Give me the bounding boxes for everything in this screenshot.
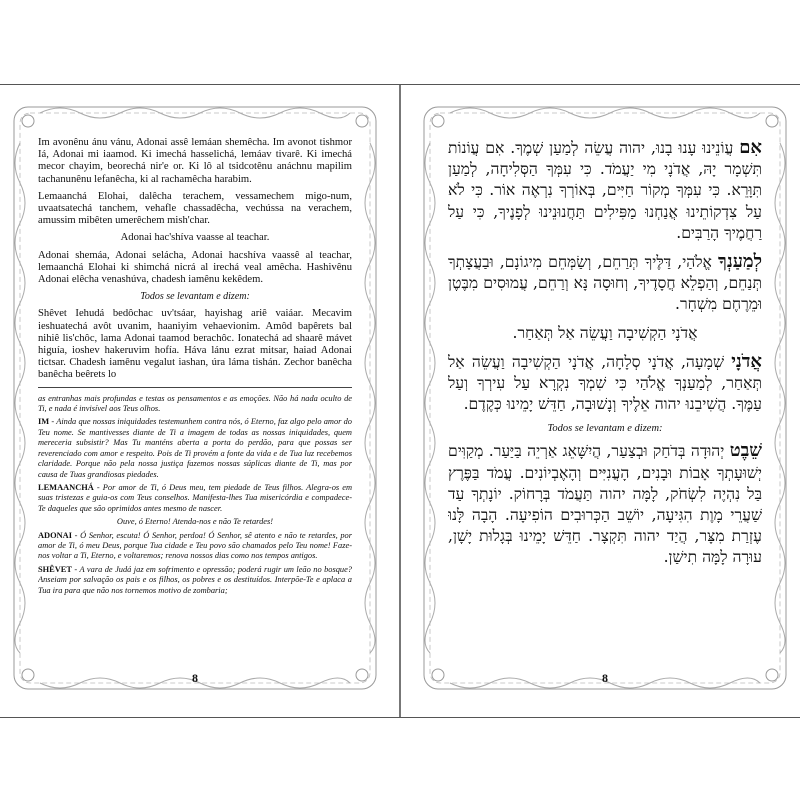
- translation-label: ADONAI: [38, 530, 72, 540]
- transliteration-paragraph: Shêvet Iehudá bedôchac uv'tsáar, hayishag ariê vaiáar. Mecavim ieshuatechá avôt uvanim, haaniyim vehaevionim. Amôd bapêrets bal nihiê lis'chôc, lama Adonai taamod berachôc. Ionatechá ad shaarê mávet higuía, ioshev hakeruvim hofía. Háva lánu ezrat mitsar, haiad Adonai tictsar. Chadesh iamênu vegalut iashan, úra láma tishán. Zechor banêcha banêcha beêrets lo: [38, 308, 352, 381]
- hebrew-center-line: אֲדֹנָי הַקְשִׁיבָה וַעֲשֵׂה אַל תְּאַחַר.: [512, 323, 698, 342]
- hebrew-paragraph: [448, 440, 762, 568]
- standing-instruction: Todos se levantam e dizem:: [140, 291, 250, 303]
- hebrew-text: יְהוּדָה בְּדֹחַק וּבְצַעַר, הֲיִשָּׁאֵג אַרְיֵה בַּיַּעַר. מְקַוִּים יְשׁוּעָתְךָ אָבוֹת וּבָנִים, הָעֲנִיִּים וְהָאֶבְיוֹנִים. עֲמֹד בַּפֶּרֶץ בַּל נִהְיֶה לִשְׂחֹק, לָמָּה יהוה תַּעֲמֹד בְּרָחוֹק. יוֹנָתְךָ עַד שַׁעֲרֵי מָוֶת הִגִּיעָה, יוֹשֵׁב הַכְּרוּבִים הוֹפִיעָה. הָבָה לָּנוּ עֶזְרַת מִצָּר, הֲיַד יהוה תִּקְצָר. חַדֵּשׁ יָמֵינוּ בְּגָלוּת יָשָׁן, עוּרָה לָמָּה תִישַׁן.: [448, 442, 762, 567]
- translation-text: - A vara de Judá jaz em sofrimento e opressão; poderá rugir um leão no bosque? Anseiam por salvação os pais e os filhos, os pobres e os destituídos. Interpõe-Te e aplaca a Tua ira para que não nos tornemos motivo de zombaria;: [38, 564, 352, 595]
- translation-label: IM: [38, 417, 50, 427]
- translation-text: - Ainda que nossas iniquidades testemunhem contra nós, ó Eterno, faz algo pelo amor do Teu nome. Se mantivesses diante de Ti a imagem de todas as nossas iniquidades, quem mereceria subsistir? Mas Tu manténs aberta a porta do perdão, para que possas ser reverenciado com amor e respeito. Pois de Ti provém a fonte da vida e de Tua luz recebemos claridade. Porque não pela nossa justiça fazemos nossas súplicas diante de Ti, mas por causa de Tuas grandiosas piedades.: [38, 417, 352, 479]
- book-spread: [0, 84, 800, 718]
- page-number: 8: [192, 671, 198, 685]
- translation-center-line: Ouve, ó Eterno! Atenda-nos e não Te retardes!: [116, 517, 274, 527]
- translation-paragraph: [38, 531, 352, 562]
- page-number: 8: [602, 671, 608, 685]
- hebrew-paragraph: [448, 251, 762, 316]
- transliteration-paragraph: Lemaanchá Elohai, dalêcha terachem, vessamechem migo-num, uvaatsatechá tanchem, vehafle chassadêcha, vechússa na verachem, amussim mibêten umerêchem mish'char.: [38, 190, 352, 227]
- left-page: [10, 103, 380, 693]
- translation-text: - Ó Senhor, escuta! Ó Senhor, perdoa! Ó Senhor, sê atento e não te retardes, por amor de Ti, ó meu Deus, porque Tua cidade e Teu povo são chamados pelo Teu nome! Faze-nos voltar a Ti, Eterno, e voltaremos; renova nossos dias como nos tempos antigos.: [38, 530, 352, 561]
- translation-text: - Por amor de Ti, ó Deus meu, tem piedade de Teus filhos. Alegra-os em suas tristezas e guia-os com Teus conselhos. Manifesta-lhes Tua misericórdia e compadece-Te daqueles que são oprimidos antes mesmo de nascer.: [38, 482, 352, 513]
- transliteration-paragraph: Im avonênu ánu vánu, Adonai assê lemáan shemêcha. Im avonot tishmor Iá, Adonai mi iaamod. Ki imechá hasselichá, lemáav tivarê. Ki imechá mecor chayim, beorechá nir'e or. Ki lô al tsidcotênu anáchnu mapilim tachanunênu lefanêcha, ki al rachamêcha harabim.: [38, 137, 352, 185]
- right-page: [420, 103, 790, 693]
- translation-paragraph: [38, 417, 352, 479]
- hebrew-lead-word: אֲדֹנָי: [731, 350, 762, 372]
- left-page-content: [38, 137, 352, 647]
- portuguese-translation: [38, 394, 352, 596]
- hebrew-lead-word: לְמַעַנְךָ: [718, 251, 762, 273]
- transliteration-paragraph: Adonai shemáa, Adonai selácha, Adonai hacshíva vaassê al teachar, lemaanchá Elohai ki shimchá nicrá al irechá veal amêcha. Hashivênu Adonai elêcha venashúva, chadesh iamênu kekêdem.: [38, 249, 352, 286]
- book-gutter: [399, 85, 401, 717]
- standing-instruction: Todos se levantam e dizem:: [547, 423, 663, 435]
- translation-paragraph: as entranhas mais profundas e testas os pensamentos e as emoções. Não há nada oculto de Ti, e nada é invisível aos Teus olhos.: [38, 393, 352, 414]
- hebrew-text: אֱלֹהַי, דַּלֶּיךָ תְּרַחֵם, וְשַׂמְּחֵם מִיגוֹנָם, וּבַעֲצָתְךָ תְּנַחֵם, וְהַפְלֵא חֲסָדֶיךָ, וְחוּסָה נָּא וְרַחֵם, עֲמוּסִים מִבֶּטֶן וּמֵרֶחֶם מִשְׁחָר.: [448, 253, 762, 314]
- section-divider: [38, 387, 352, 388]
- hebrew-lead-word: שֵׁבֶט: [729, 440, 762, 462]
- right-page-content: [448, 137, 762, 647]
- translation-paragraph: [38, 565, 352, 596]
- hebrew-text: שְׁמָעָה, אֲדֹנָי סְלָחָה, אֲדֹנָי הַקְשִׁיבָה וַעֲשֵׂה אַל תְּאַחַר, לְמַעַנְךָ אֱלֹהַי כִּי שִׁמְךָ נִקְרָא עַל עִירְךָ וְעַל עַמֶּךָ. הֲשִׁיבֵנוּ יהוה אֵלֶיךָ וְנָשׁוּבָה, חַדֵּשׁ יָמֵינוּ כְּקֶדֶם.: [448, 352, 762, 414]
- translation-paragraph: [38, 483, 352, 514]
- hebrew-text: עֲוֹנֵינוּ עָנוּ בָנוּ, יהוה עֲשֵׂה לְמַעַן שְׁמֶךָ. אִם עֲוֹנוֹת תִּשְׁמָר יָהּ, אֲדֹנָי מִי יַעֲמֹד. כִּי עִמְּךָ הַסְּלִיחָה, לְמַעַן תִּוָּרֵא. כִּי עִמְּךָ מְקוֹר חַיִּים, בְּאוֹרְךָ נִרְאֶה אוֹר. כִּי לֹא עַל צִדְקוֹתֵינוּ אֲנַחְנוּ מַפִּילִים תַּחֲנוּנֵינוּ לְפָנֶיךָ, כִּי עַל רַחֲמֶיךָ הָרַבִּים.: [448, 139, 762, 242]
- translation-label: SHÊVET: [38, 564, 72, 574]
- transliteration-center-line: Adonai hac'shíva vaasse al teachar.: [120, 232, 270, 244]
- hebrew-paragraph: [448, 351, 762, 416]
- translation-label: LEMAANCHÁ: [38, 482, 94, 492]
- hebrew-paragraph: [448, 137, 762, 244]
- hebrew-lead-word: אִם: [739, 137, 762, 158]
